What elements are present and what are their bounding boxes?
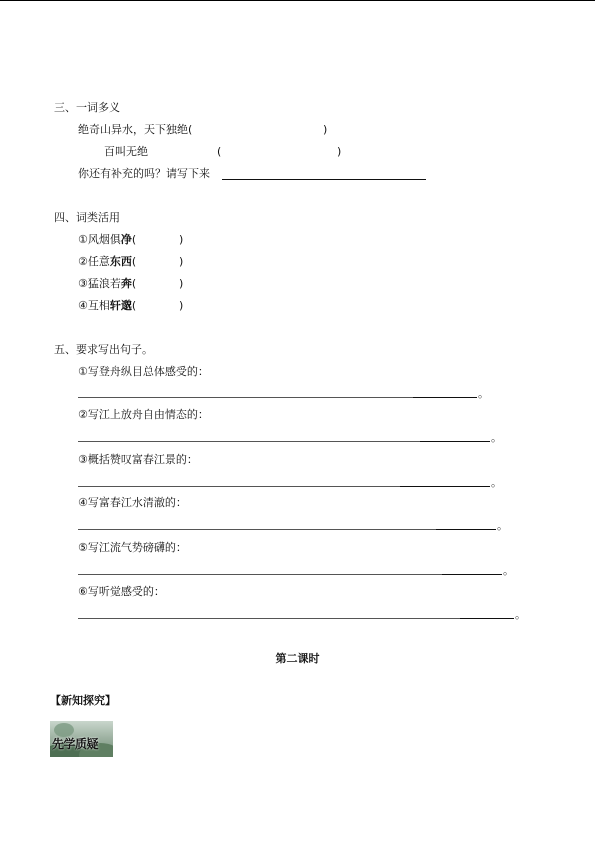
sec5-prompt-3: ③概括赞叹富春江景的： — [78, 453, 198, 466]
sec5-period-4: 。 — [497, 519, 508, 532]
sec3-line2-open: ( — [217, 145, 222, 158]
pre-study-banner — [50, 721, 113, 757]
sec5-prompt-5: ⑤写江流气势磅礴的： — [78, 541, 187, 554]
sec5-answer-line-5[interactable] — [78, 574, 442, 575]
sec5-answer-line-2-end — [420, 441, 490, 442]
sec3-heading: 三、一词多义 — [54, 101, 120, 114]
sec5-answer-line-6-end — [460, 618, 514, 619]
sec4-item-3-prefix: ③猛浪若 — [78, 277, 121, 290]
sec5-answer-line-1-end — [413, 397, 477, 398]
sec5-period-5: 。 — [503, 564, 514, 577]
sec4-item-2-prefix: ②任意 — [78, 255, 110, 268]
sec4-item-1-prefix: ①风烟俱 — [78, 233, 121, 246]
sec4-item-3-open: ( — [131, 277, 137, 290]
sec4-item-3-close: ) — [179, 277, 184, 290]
sec4-item-4-open: ( — [131, 299, 137, 312]
sec3-line1-close: ) — [323, 123, 328, 136]
sec5-answer-line-1[interactable] — [78, 397, 413, 398]
sec4-item-4-close: ) — [179, 299, 184, 312]
new-knowledge-heading: 【新知探究】 — [50, 694, 116, 707]
sec5-answer-line-2[interactable] — [78, 441, 420, 442]
sec5-prompt-4: ④写富春江水清澈的： — [78, 496, 187, 509]
sec3-line3: 你还有补充的吗？请写下来 — [78, 167, 210, 180]
sec5-answer-line-6[interactable] — [78, 618, 460, 619]
sec3-line2: 百叫无绝 — [104, 145, 148, 158]
sec5-prompt-6: ⑥写听觉感受的： — [78, 585, 165, 598]
sec5-answer-line-4[interactable] — [78, 529, 436, 530]
sec4-item-1-close: ) — [179, 233, 184, 246]
sec4-heading: 四、词类活用 — [54, 211, 120, 224]
sec4-item-2 — [78, 255, 136, 269]
sec5-answer-line-5-end — [442, 574, 502, 575]
sec5-prompt-1: ①写登舟纵目总体感受的： — [78, 365, 209, 378]
sec4-item-3 — [78, 277, 136, 291]
sec3-answer-line[interactable] — [222, 179, 426, 180]
sec4-item-4 — [78, 299, 136, 313]
top-border — [0, 0, 595, 1]
sec4-item-2-open: ( — [131, 255, 137, 268]
sec4-item-1 — [78, 233, 136, 247]
sec5-period-3: 。 — [491, 476, 502, 489]
sec5-answer-line-3[interactable] — [78, 486, 400, 487]
sec4-item-1-keyword: 净 — [120, 233, 132, 246]
sec5-heading: 五、要求写出句子。 — [54, 343, 153, 356]
sec5-period-6: 。 — [515, 608, 526, 621]
sec4-item-1-open: ( — [131, 233, 137, 246]
sec4-item-2-keyword: 东西 — [109, 255, 132, 268]
sec5-period-2: 。 — [491, 431, 502, 444]
banner-text: 先学质疑 — [52, 737, 99, 751]
sec3-line1: 绝奇山异水，天下独绝( — [78, 123, 193, 136]
sec5-answer-line-3-end — [400, 486, 490, 487]
sec4-item-4-keyword: 轩邈 — [109, 299, 132, 312]
lesson-title: 第二课时 — [275, 652, 320, 665]
sec4-item-4-prefix: ④互相 — [78, 299, 110, 312]
sec5-prompt-2: ②写江上放舟自由情态的： — [78, 408, 209, 421]
sec5-answer-line-4-end — [436, 529, 496, 530]
sec5-period-1: 。 — [478, 387, 489, 400]
sec3-line2-close: ) — [337, 145, 342, 158]
sec4-item-2-close: ) — [179, 255, 184, 268]
sec4-item-3-keyword: 奔 — [120, 277, 132, 290]
